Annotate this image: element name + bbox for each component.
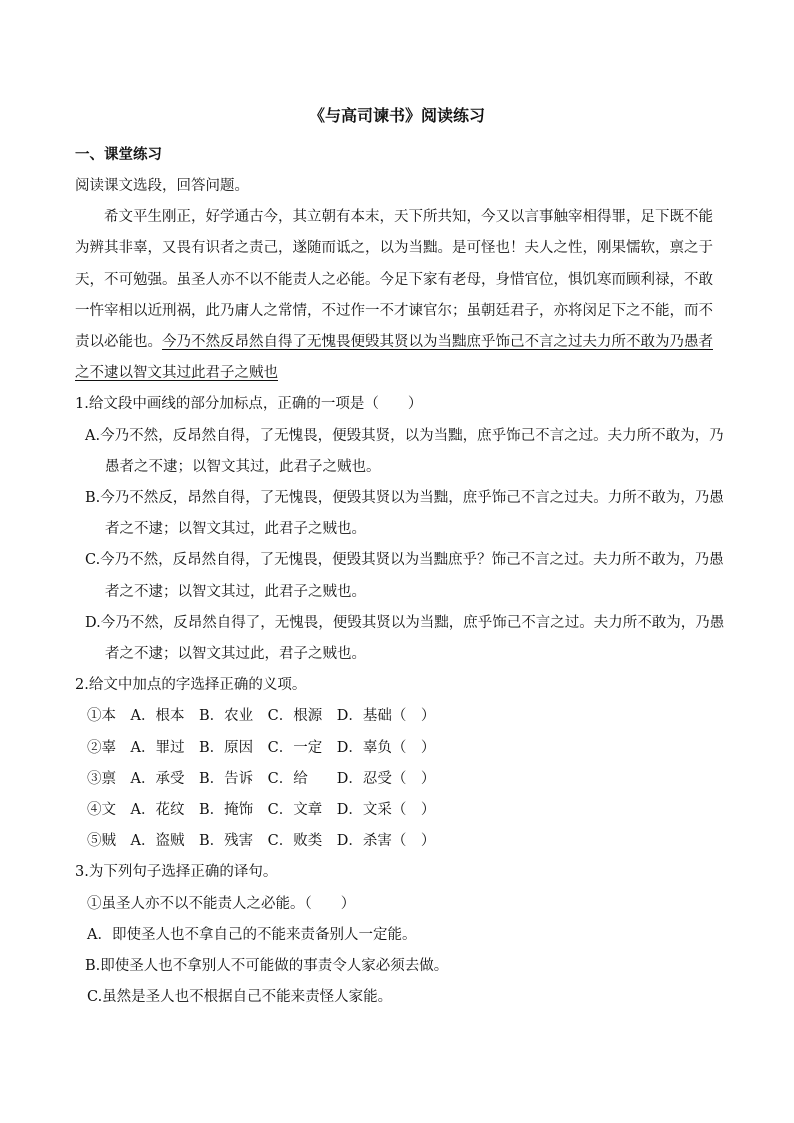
q3-sub-1: ①虽圣人亦不以不能责人之必能。（ ） [87, 895, 356, 912]
content-body [75, 171, 725, 1013]
q1-option-d: D.今乃不然，反昂然自得了，无愧畏，便毁其贤以为当黜，庶乎饰己不言之过。夫力所不敢为，乃愚者之不逮；以智文其过此，君子之贼也。 [85, 614, 725, 663]
instruction-text: 阅读课文选段，回答问题。 [75, 178, 249, 194]
q1-option-a: A.今乃不然，反昂然自得，了无愧畏，便毁其贤，以为当黜，庶乎饰己不言之过。夫力所不敢为，乃愚者之不逮；以智文其过，此君子之贼也。 [85, 427, 724, 475]
underlined-passage: 今乃不然反昂然自得了无愧畏便毁其贤以为当黜庶乎饰己不言之过夫力所不敢为乃愚者之不逮以智文其过此君子之贼也 [75, 334, 713, 382]
q3-option-a: A．即使圣人也不拿自己的不能来责备别人一定能。 [87, 926, 417, 943]
q1-option-b: B.今乃不然反，昂然自得，了无愧畏，便毁其贤以为当黜，庶乎饰己不言之过夫。力所不敢为，乃愚者之不逮；以智文其过，此君子之贼也。 [85, 490, 724, 538]
q2-row-5: ⑤贼 A．盗贼 B．残害 C．败类 D．杀害（ ） [87, 833, 436, 850]
passage [75, 202, 725, 389]
page-title: 《与高司谏书》阅读练习 [308, 106, 485, 125]
q3-option-c: C.虽然是圣人也不根据自己不能来责怪人家能。 [87, 989, 393, 1006]
q2-row-1: ①本 A．根本 B．农业 C．根源 D．基础（ ） [87, 708, 436, 725]
q2-row-4: ④文 A．花纹 B．掩饰 C．文章 D．文采（ ） [87, 802, 436, 819]
q2-row-2: ②辜 A．罪过 B．原因 C．一定 D．辜负（ ） [87, 739, 436, 756]
q2-row-3: ③禀 A．承受 B．告诉 C．给 D．忍受（ ） [87, 770, 436, 787]
question-3-stem: 3.为下列句子选择正确的译句。 [75, 864, 278, 881]
passage-text: 希文平生刚正，好学通古今，其立朝有本末，天下所共知，今又以言事触宰相得罪，足下既不能为辨其非辜，又畏有识者之责己，遂随而诋之，以为当黜。是可怪也！夫人之性，刚果懦软，禀之于天，不可勉强。虽圣人亦不以不能责人之必能。今足下家有老母，身惜官位，惧饥寒而顾利禄，不敢一忤宰相以近刑祸，此乃庸人之常情，不过作一不才谏官尔；虽朝廷君子，亦将闵足下之不能，而不责以必能也。 [75, 209, 713, 351]
section-heading: 一、课堂练习 [75, 146, 162, 163]
q3-option-b: B.即使圣人也不拿别人不可能做的事责令人家必须去做。 [85, 958, 449, 975]
q1-option-c: C.今乃不然，反昂然自得，了无愧畏，便毁其贤以为当黜庶乎？饰己不言之过。夫力所不敢为，乃愚者之不逮；以智文其过，此君子之贼也。 [85, 552, 724, 600]
question-1-stem: 1.给文段中画线的部分加标点，正确的一项是（ ） [75, 396, 423, 413]
question-2-stem: 2.给文中加点的字选择正确的义项。 [75, 677, 307, 694]
